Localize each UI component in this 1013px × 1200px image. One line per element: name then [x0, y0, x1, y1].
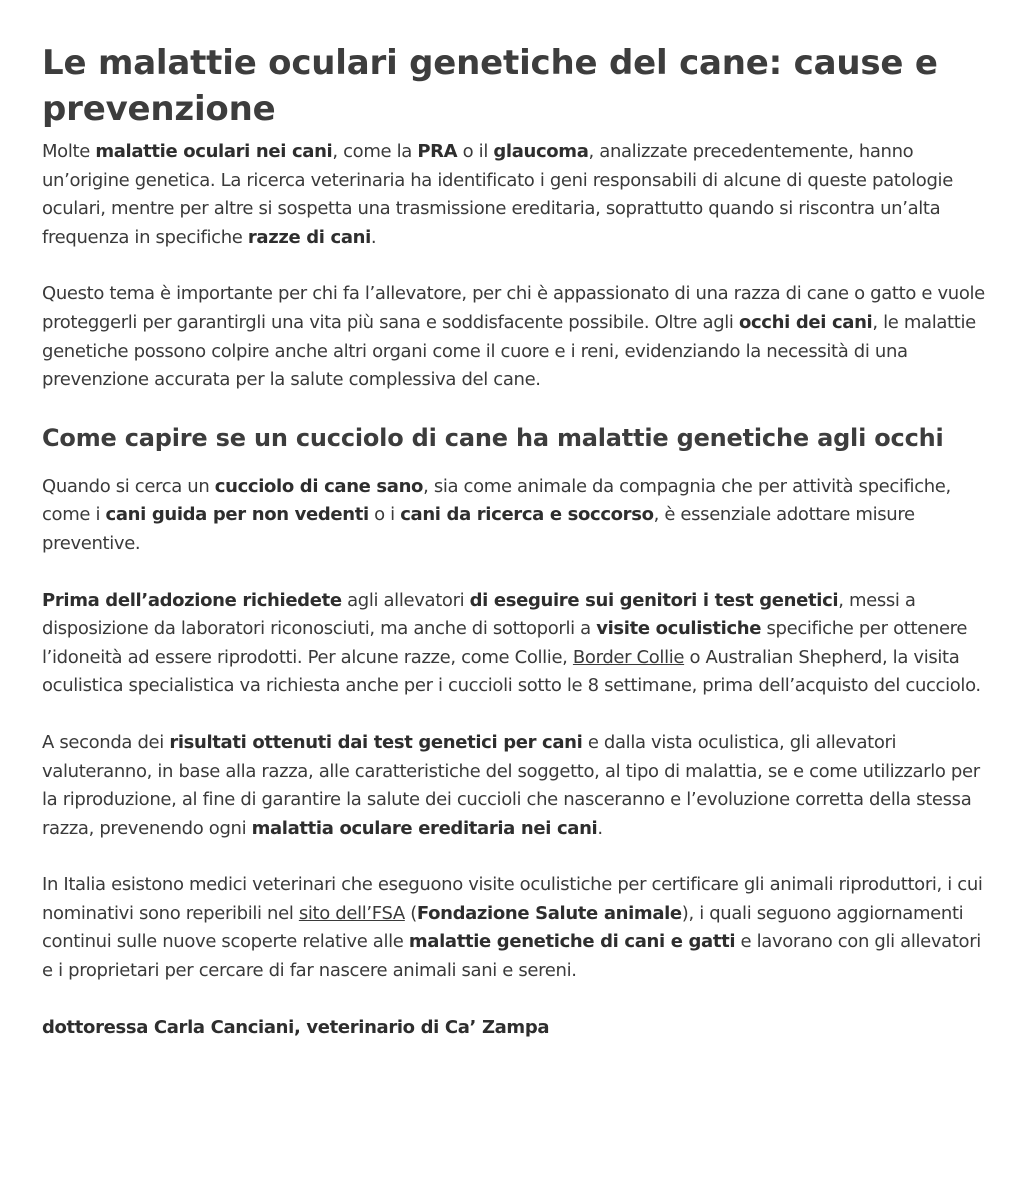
text-span: , le malattie genetiche possono colpire anche altri organi come il cuore e i reni, evidenziando la necessità di una prevenzione accurata per la salute complessiva del cane. [42, 311, 976, 391]
text-span: , analizzate precedentemente, hanno un’origine genetica. La ricerca veterinaria ha identificato i geni responsabili di alcune di queste patologie oculari, mentre per altre si sospetta una trasmissione ereditaria, soprattutto quando si riscontra un’alta frequenza in specifiche [42, 141, 953, 248]
bold-text: glaucoma [493, 141, 589, 162]
text-span: agli allevatori [341, 589, 470, 611]
bold-text: Fondazione Salute animale [416, 902, 682, 924]
text-span: . [370, 226, 377, 248]
bold-text: razze di cani [247, 226, 371, 248]
text-span: o i [368, 504, 401, 526]
text-span: , messi a disposizione da laboratori riconosciuti, ma anche di sottoporli a [42, 589, 916, 640]
bold-text: cani guida per non vedenti [105, 504, 369, 526]
paragraph-adoption [42, 587, 992, 701]
text-span: In Italia esistono medici veterinari che eseguono visite oculistiche per certificare gli animali riproduttori, i cui nominativi sono reperibili nel [42, 874, 983, 924]
bold-text: risultati ottenuti dai test genetici per cani [169, 731, 583, 753]
author-signature: dottoressa Carla Canciani, veterinario di Ca’ Zampa [42, 1016, 550, 1038]
bold-text: Prima dell’adozione richiedete [42, 589, 342, 611]
bold-text: di eseguire sui genitori i test genetici [469, 589, 839, 611]
section-subtitle: Come capire se un cucciolo di cane ha malattie genetiche agli occhi [42, 423, 944, 452]
bold-text: PRA [417, 141, 458, 162]
text-span: A seconda dei [42, 731, 170, 753]
text-span: e dalla vista oculistica, gli allevatori valuteranno, in base alla razza, alle caratteristiche del soggetto, al tipo di malattia, se e come utilizzarlo per la riproduzione, al fine di garantire la salute dei cuccioli che nasceranno e l’evoluzione corretta della stessa razza, prevenendo ogni [42, 731, 980, 839]
text-span: Quando si cerca un [42, 475, 215, 497]
text-span: . [597, 817, 603, 839]
text-span: o Australian Shepherd, la visita oculistica specialistica va richiesta anche per i cuccioli sotto le 8 settimane, prima dell’acquisto del cucciolo. [42, 646, 981, 697]
text-span: , come la [332, 141, 418, 162]
article [42, 0, 992, 1042]
text-span: e lavorano con gli allevatori e i proprietari per cercare di far nascere animali sani e sereni. [42, 931, 981, 982]
text-span: specifiche per ottenere l’idoneità ad essere riprodotti. Per alcune razze, come Collie, [42, 618, 968, 668]
bold-text: occhi dei cani [738, 311, 873, 333]
paragraph-breeders [42, 280, 992, 394]
paragraph-intro [42, 138, 992, 252]
text-span: o il [457, 141, 494, 162]
border-collie-link[interactable]: Border Collie [572, 646, 685, 668]
text-span: , sia come animale da compagnia che per attività specifiche, come i [42, 475, 951, 526]
article-title: Le malattie oculari genetiche del cane: cause e prevenzione [42, 43, 938, 129]
paragraph-results [42, 729, 992, 843]
bold-text: malattie oculari nei cani [95, 141, 333, 162]
text-span: Molte [42, 141, 96, 162]
text-span: ( [404, 902, 417, 924]
bold-text: cani da ricerca e soccorso [400, 504, 654, 526]
bold-text: malattie genetiche di cani e gatti [408, 931, 736, 953]
text-span: ), i quali seguono aggiornamenti continui sulle nuove scoperte relative alle [42, 902, 964, 953]
bold-text: malattia oculare ereditaria nei cani [251, 817, 598, 839]
bold-text: cucciolo di cane sano [214, 475, 424, 497]
fsa-site-link[interactable]: sito dell’FSA [298, 902, 405, 924]
paragraph-puppy [42, 473, 992, 559]
paragraph-italy [42, 871, 992, 985]
bold-text: visite oculistiche [596, 618, 762, 640]
text-span: , è essenziale adottare misure preventive. [42, 504, 915, 554]
text-span: Questo tema è importante per chi fa l’allevatore, per chi è appassionato di una razza di cane o gatto e vuole proteggerli per garantirgli una vita più sana e soddisfacente possibile. Oltre agli [42, 283, 985, 333]
